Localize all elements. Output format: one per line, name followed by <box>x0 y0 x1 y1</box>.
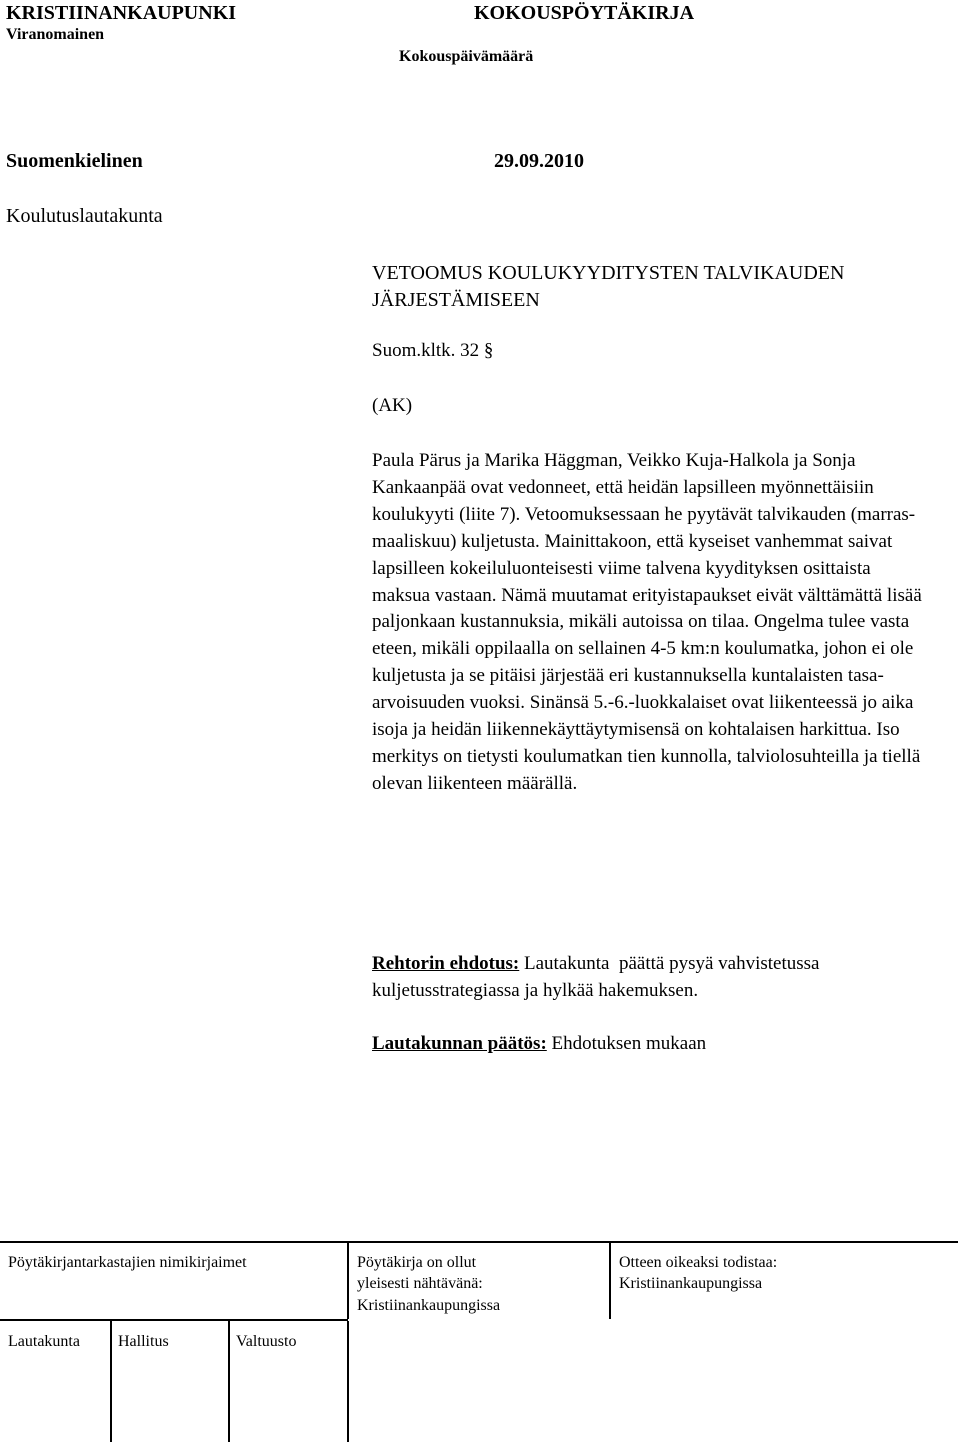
authority-name: Suomenkielinen <box>6 150 143 172</box>
meeting-date: 29.09.2010 <box>494 150 584 172</box>
date-label: Kokouspäivämäärä <box>399 48 534 65</box>
item-reference: Suom.kltk. 32 § <box>372 340 494 361</box>
footer-divider-1 <box>347 1241 349 1319</box>
document-type: KOKOUSPÖYTÄKIRJA <box>474 2 695 24</box>
certified-line2: Kristiinankaupungissa <box>619 1275 763 1292</box>
item-body-text: Paula Pärus ja Marika Häggman, Veikko Kuja-Halkola ja Sonja Kankaanpää ovat vedonneet, että heidän lapsilleen myönnettäisiin koulukyyti (liite 7). Vetoomuksessaan he pyytävät talvikauden (marras-maaliskuu) kuljetusta. Mainittakoon, että kyseiset vanhemmat saivat lapsilleen kokeiluluonteisesti viime talvena kyydityksen osittaista maksua vastaan. Nämä muutamat erityistapaukset eivät välttämättä lisää paljonkaan kustannuksia, mikäli autoissa on tilaa. Ongelma tulee vasta eteen, mikäli oppilaalla on sellainen 4-5 km:n koulumatka, johon ei ole kuljetusta ja se pitäisi järjestää eri kustannuksella kuntalaisten tasa-arvoisuuden vuoksi. Sinänsä 5.-6.-luokkalaiset ovat liikenteessä jo aika isoja ja heidän liikennekäyttäytymisensä on kohtalaisen harkittua. Iso merkitys on tietysti koulumatkan tien kunnolla, talviolosuhteilla ja tiellä olevan liikenteen määrällä. <box>372 450 922 794</box>
footer-col-divider-2 <box>228 1321 230 1442</box>
public-line1: Pöytäkirja on ollut <box>357 1254 477 1271</box>
item-initials: (AK) <box>372 395 413 416</box>
decision-text: Ehdotuksen mukaan <box>551 1033 707 1054</box>
proposal-text-line2: kuljetusstrategiassa ja hylkää hakemuksen. <box>372 980 699 1001</box>
certified-line1: Otteen oikeaksi todistaa: <box>619 1254 778 1271</box>
footer-table <box>0 1241 960 1442</box>
decision-block <box>372 1030 932 1057</box>
item-title-line2: JÄRJESTÄMISEEN <box>372 289 540 311</box>
col-valtuusto: Valtuusto <box>236 1333 297 1350</box>
checkers-label: Pöytäkirjantarkastajien nimikirjaimet <box>8 1254 247 1271</box>
public-line2: yleisesti nähtävänä: <box>357 1275 483 1292</box>
item-title-line1: VETOOMUS KOULUKYYDITYSTEN TALVIKAUDEN <box>372 262 845 284</box>
footer-col-divider-1 <box>110 1321 112 1442</box>
public-line3: Kristiinankaupungissa <box>357 1297 501 1314</box>
col-hallitus: Hallitus <box>118 1333 169 1350</box>
decision-label: Lautakunnan päätös: <box>372 1033 547 1054</box>
footer-mid-border <box>0 1319 348 1321</box>
footer-divider-2 <box>609 1241 611 1319</box>
footer-col-divider-3 <box>347 1321 349 1442</box>
committee-name: Koulutuslautakunta <box>6 205 163 227</box>
proposal-text-line1: Lautakunta päättä pysyä vahvistetussa <box>524 953 820 974</box>
col-lautakunta: Lautakunta <box>8 1333 80 1350</box>
authority-label: Viranomainen <box>6 26 105 43</box>
proposal-label: Rehtorin ehdotus: <box>372 953 520 974</box>
proposal-block <box>372 950 932 1004</box>
footer-top-border <box>0 1241 958 1243</box>
city-name: KRISTIINANKAUPUNKI <box>6 2 237 24</box>
